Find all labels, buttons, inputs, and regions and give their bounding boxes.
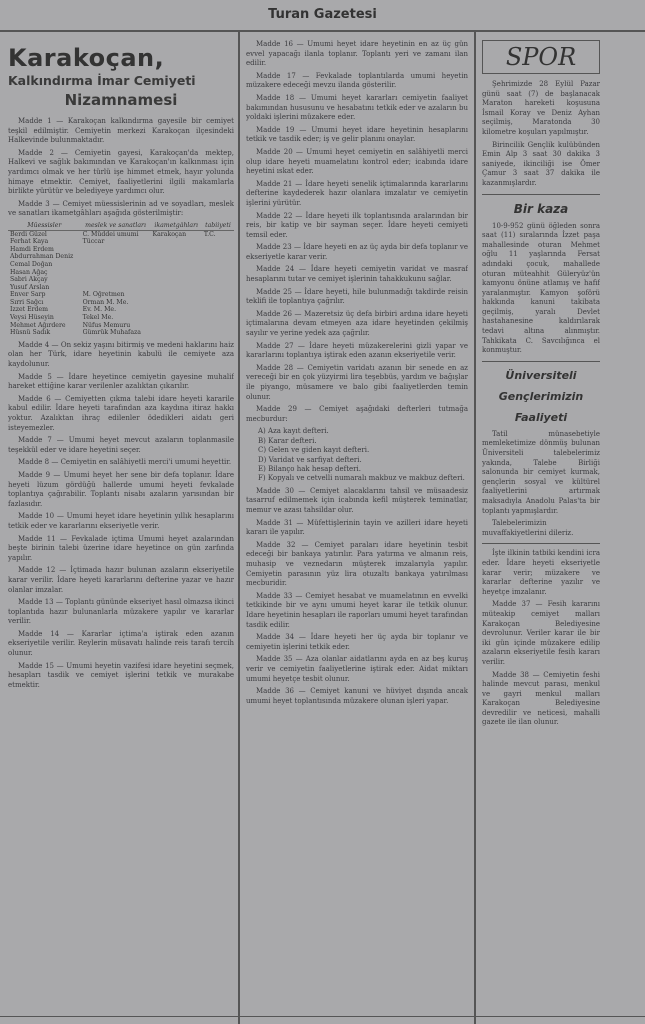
spor-heading: SPOR [482,40,600,74]
table-cell: Berdi Güzel [10,230,47,238]
table-cell: Enver Sarp [10,291,46,299]
left-paras-after [8,341,234,691]
table-cell: Sabri Akçay [10,276,48,284]
article-paragraph: Madde 29 — Cemiyet aşağıdaki defterleri tutmağa mecburdur: [246,405,468,423]
table-cell [202,322,234,330]
table-cell: Abdurrahman Deniz [10,253,74,261]
article-paragraph: Madde 36 — Cemiyet kanuni ve hüviyet dışında ancak umumi heyet toplantısında müzakere olunan işleri yapar. [246,687,468,705]
table-row [8,230,234,238]
article-paragraph: Madde 6 — Cemiyetten çıkma talebi idare heyeti kararile kabul edilir. İdare heyeti tarafından aza kaydına itiraz hakkı yoktur. Azalıktan ihraç edilenler ödedikleri aidatı geri isteyemezler. [8,394,234,432]
kaza-paragraph: 10-9-952 günü öğleden sonra saat (11) sıralarında İzzet paşa mahallesinde oturan Mehmet oğlu 11 yaşlarında Fersat adındaki çocuk, mahallede oturan müteahhit Güleryüz'ün kamyonu önüne atlamış ve hafif yaralanmıştır. Kamyon şoförü hakkında kanuni takibata geçilmiş, yaralı Devlet hastahanesine kaldırılarak tedavi altına alınmıştır. Tahkikata C. Savcılığınca el konmuştur. [482,221,600,355]
table-row [8,253,234,261]
masthead-rule [0,30,645,32]
table-cell [81,246,151,254]
uni-heading-line: Faaliyeti [514,410,568,424]
table-cell [151,253,202,261]
article-paragraph: Madde 20 — Umumi heyet cemiyetin en salâhiyetli merci olup idare heyeti muamelatını kontrol eder; icabında idare heyetini ıskat eder. [246,147,468,176]
table-row [8,269,234,277]
table-cell: M. Öğretmen [82,291,125,299]
table-cell [151,299,202,307]
article-paragraph: Madde 13 — Toplantı gününde ekseriyet hasıl olmazsa ikinci toplantıda hazır bulunanlarla müzakere yapılır ve kararlar verilir. [8,598,234,626]
article-paragraph: Madde 21 — İdare heyeti senelik içtimalarında kararlarını defterine kaydederek hazır olanlara imzalatır ve cemiyetin işlerini yürütür. [246,179,468,207]
article-paragraph: Madde 3 — Cemiyet müessislerinin ad ve soyadları, meslek ve sanatları ikametgâhları aşağıda gösterilmiştir: [8,199,234,218]
table-cell: C. Müddei umumi [82,230,139,238]
table-cell: Tüccar [82,238,105,246]
article-paragraph: Madde 26 — Mazeretsiz üç defa birbiri ardına idare heyeti içtimalarına devam etmeyen aza idare heyetinden çekilmiş sayılır ve yerine yedek aza çağrılır. [246,309,468,338]
section-divider [482,361,600,362]
table-cell [81,284,151,292]
table-cell: Gümrük Muhafaza [82,329,141,337]
list-item: D) Varidat ve sarfiyat defteri. [258,455,362,464]
table-cell: Cemal Doğan [10,260,53,268]
founders-table [8,222,234,337]
table-row [8,238,234,246]
table-cell: Tekel Me. [82,314,114,322]
article-paragraph: Madde 2 — Cemiyetin gayesi, Karakoçan'da mektep, Halkevi ve sağlık bakımından ve Karakoçan'ın kalkınması için yardımcı olmak ve her türlü işe himmet etmek, hayır yolunda himaye etmektir. Cemiyet, faaliyetlerini ilgili makamlarla birlikte yürütür ve belediyeye yardımcı olur. [8,148,234,196]
table-cell: Nüfus Memuru [82,321,131,329]
table-cell [81,261,151,269]
article-title-sub: Kalkındırma İmar Cemiyeti [8,73,196,88]
table-cell: T.C. [203,230,216,238]
newspaper-masthead: Turan Gazetesi [268,7,377,22]
table-cell [202,253,234,261]
article-paragraph: Madde 11 — Fevkalade içtima Umumi heyet azalarından beşte birinin talebi üzerine idare heyetince on gün zarfında yapılır. [8,534,234,562]
table-cell [151,322,202,330]
table-cell [151,238,202,246]
article-continuation: Madde 38 — Cemiyetin feshi halinde mevcut parası, menkul ve gayri menkul malları Karakoçan Belediyesine devredilir ve neticesi, mahalli gazete ile ilan olunur. [482,670,600,727]
table-cell [202,276,234,284]
spor-paragraph: Şehrimizde 28 Eylül Pazar günü saat (7) de başlanacak Maraton hareketi koşusuna İsmail Koray ve Deniz Ayhan seçilmiş, Maratonda 30 kilometre koşuları yapılmıştır. [482,80,600,136]
table-cell [81,253,151,261]
table-cell [151,269,202,277]
table-row [8,322,234,330]
article-paragraph: Madde 18 — Umumi heyet kararları cemiyetin faaliyet bakımından hususunu ve hesabatını tetkik eder ve azaların bu yoldaki işlerini müzakere eder. [246,93,468,122]
table-cell [202,261,234,269]
table-cell [151,276,202,284]
article-paragraph: Madde 22 — İdare heyeti ilk toplantısında aralarından bir reis, bir katip ve bir sayman seçer. İdare heyeti cemiyeti temsil eder. [246,211,468,239]
article-continuation: İşte ilkinin tatbiki kendini icra eder. İdare heyeti ekseriyetle karar verir; müzakere ve kararlar defterine yazılır ve heyetçe imzalanır. [482,549,600,596]
article-title-main: Karakoçan, [8,44,165,72]
kaza-heading: Bir kaza [513,201,569,216]
table-cell [151,291,202,299]
article-continuation: Madde 37 — Fesih kararını müteakip cemiyet malları Karakoçan Belediyesine devrolunur. Veriler karar ile bir iki gün içinde müzakere edilip azaların ekseriyetile fesih kararı verilir. [482,600,600,666]
table-row [8,314,234,322]
table-row [8,276,234,284]
table-header-cell: Müessisler [8,222,81,230]
table-cell [151,314,202,322]
table-cell: Hüsnü Sadık [10,329,51,337]
middle-paras-after [246,487,468,706]
article-paragraph: Madde 12 — İçtimada hazır bulunan azaların ekseriyetile karar verilir. İdare heyeti kararlarını defterine yazar ve hazır olanlar imzalar. [8,566,234,594]
table-cell [202,306,234,314]
table-row [8,299,234,307]
list-item: C) Gelen ve giden kayıt defteri. [258,446,370,455]
table-cell [202,269,234,277]
table-cell [81,269,151,277]
article-paragraph: Madde 5 — İdare heyetince cemiyetin gayesine muhalif hareket ettiğine karar verilenler azalıktan çıkarılır. [8,372,234,391]
table-cell: Ferhat Kaya [10,238,49,246]
article-paragraph: Madde 10 — Umumi heyet idare heyetinin yıllık hesaplarını tetkik eder ve kararlarını ekseriyetle verir. [8,512,234,530]
list-item: A) Aza kayıt defteri. [258,427,329,436]
list-item: F) Kopyalı ve cetvelli numaralı makbuz ve makbuz defteri. [258,474,465,483]
article-paragraph: Madde 1 — Karakoçan kalkındırma gayesile bir cemiyet teşkil edilmiştir. Cemiyetin merkezi Karakoçan ilçesindeki Halkevinde bulunmaktadır. [8,117,234,145]
table-cell: İzzet Erdem [10,306,49,314]
table-cell [202,314,234,322]
article-paragraph: Madde 28 — Cemiyetin varidatı azanın bir senede en az vereceği bir en çok yüzyirmi lira teşebbüs, yardım ve bağışlar ile piyango, müsamere ve balo gibi faaliyetlerden temin olunur. [246,363,468,401]
table-cell [202,299,234,307]
table-cell [151,306,202,314]
table-cell [151,329,202,337]
article-paragraph: Madde 24 — İdare heyeti cemiyetin varidat ve masraf hesaplarını tutar ve cemiyet işlerinin tahakkukunu sağlar. [246,265,468,284]
article-paragraph: Madde 17 — Fevkalade toplantılarda umumi heyetin müzakere edeceği mevzu ilanda gösterilir. [246,71,468,90]
section-divider [482,543,600,544]
article-paragraph: Madde 34 — İdare heyeti her üç ayda bir toplanır ve cemiyetin işlerini tetkik eder. [246,633,468,651]
article-paragraph: Madde 15 — Umumi heyetin vazifesi idare heyetini seçmek, hesapları tasdik ve cemiyet işlerini tetkik ve murakabe etmektir. [8,661,234,689]
table-cell: Hamdi Erdem [10,245,54,253]
table-cell: Hasan Ağaç [10,268,48,276]
table-cell: Sırri Sağcı [10,298,44,306]
article-paragraph: Madde 35 — Aza olanlar aidatlarını ayda en az beş kuruş verir ve cemiyetin faaliyetlerine iştirak eder. Aidat miktarı umumi heyetçe tesbit olunur. [246,655,468,683]
article-paragraph: Madde 19 — Umumi heyet idare heyetinin hesaplarını tetkik ve tasdik eder; iş ve gelir planını onaylar. [246,125,468,144]
table-cell [202,284,234,292]
table-cell: Yusuf Arslan [10,283,50,291]
bottom-rule [0,1016,645,1017]
article-paragraph: Madde 9 — Umumi heyet her sene bir defa toplanır. İdare heyeti lüzum gördüğü hallerde umumi heyeti fevkalade toplantıya çağırabilir. Toplantı nisabı azaların yarısından bir fazlasıdır. [8,470,234,508]
article-paragraph: Madde 7 — Umumi heyet mevcut azaların toplanmasile teşekkül eder ve idare heyetini seçer. [8,436,234,454]
section-divider [482,194,600,195]
list-item: E) Bilanço hak hesap defteri. [258,465,361,473]
table-cell [81,276,151,284]
article-paragraph: Madde 31 — Müfettişlerinin tayin ve azilleri idare heyeti kararı ile yapılır. [246,518,468,537]
table-cell: Veysi Hüseyin [10,314,54,322]
table-cell [151,246,202,254]
uni-paragraph: Talebelerimizin muvaffakiyetlerini dileriz. [482,519,574,537]
table-cell: Ev. M. Me. [82,306,117,314]
column-divider-right [474,32,476,1024]
article-paragraph: Madde 16 — Umumi heyet idare heyetinin en az üç gün evvel yapacağı ilanla toplanır. Toplantı yeri ve zamanı ilan edilir. [246,40,468,68]
article-paragraph: Madde 30 — Cemiyet alacaklarını tahsil ve müsaadesiz tasarruf edilmemek için icabında kefil müşterek teminatlar, memur ve azası tahsildar olur. [246,486,468,514]
table-cell [202,238,234,246]
table-cell [151,261,202,269]
ledger-list [258,427,468,483]
table-header-cell: meslek ve sanatları [81,222,151,230]
table-cell [151,284,202,292]
uni-heading-line: Üniversiteli [505,368,577,382]
table-header-cell: ikametgâhları [151,222,202,230]
article-paragraph: Madde 32 — Cemiyet paraları idare heyetinin tesbit edeceği bir bankaya yatırılır. Para yatırma ve almanın reis, muhasip ve veznedarın müşterek imzalarıyla yapılır. Cemiyetin parasının yüz lira otuzaltı bankaya yatırılması mecburidir. [246,540,468,588]
list-item: B) Karar defteri. [258,436,317,445]
article-paragraph: Madde 33 — Cemiyet hesabat ve muamelatının en evvelki tetkikinde bir ve aynı umumi heyet karar ile tetkik olunur. Idare heyetinin hesapları ile raporları umumi heyet tarafından tasdik edilir. [246,591,468,629]
left-paras-before [8,117,234,219]
table-row [8,306,234,314]
column-divider-left [238,32,240,1024]
right-column [482,40,600,1010]
article-paragraph: Madde 27 — İdare heyeti müzakerelerini gizli yapar ve kararlarını toplantıya iştirak eden azanın ekseriyetile verir. [246,341,468,360]
uni-paragraph: Tatil münasebetiyle memleketimize dönmüş bulunan Üniversiteli talebelerimiz yakında, Talebe Birliği salonunda bir cemiyet kurmak, gençlerin sosyal ve kültürel faaliyetlerini artırmak maksadıyla Anadolu Palas'ta bir toplantı yapmışlardır. [482,429,600,515]
article-title-third: Nizamnamesi [64,91,178,109]
table-cell [202,329,234,337]
table-cell: Mehmet Ağırdere [10,321,66,329]
table-row [8,261,234,269]
article-paragraph: Madde 25 — İdare heyeti, hile bulunmadığı takdirde reisin teklifi ile toplantıya çağrılır. [246,287,468,306]
middle-paras-before [246,40,468,424]
table-cell: Orman M. Me. [82,298,129,306]
middle-column [246,40,468,1010]
table-row [8,246,234,254]
article-paragraph: Madde 8 — Cemiyetin en salâhiyetli merci'i umumi heyettir. [18,458,232,467]
table-header-cell: tabiiyeti [202,222,234,230]
left-column [8,44,234,1014]
table-cell: Karakoçan [152,230,187,238]
article-paragraph: Madde 4 — On sekiz yaşını bitirmiş ve medeni haklarını haiz olan her Türk, idare heyetinin kabulü ile cemiyete aza kaydolunur. [8,340,234,369]
article-paragraph: Madde 14 — Kararlar içtima'a iştirak eden azanın ekseriyetile verilir. Reylerin müsavatı halinde reis tarafı tercih olunur. [8,629,234,658]
table-row [8,291,234,299]
spor-paragraph: Birincilik Gençlik kulübünden Emin Alp 3 saat 30 dakika 3 saniyede, ikinciliği ise Ömer Çamur 3 saat 37 dakika ile kazanmışlardır. [482,140,600,187]
founders-table-header [8,222,234,230]
table-cell [202,291,234,299]
uni-heading-line: Gençlerimizin [498,389,584,403]
table-cell [202,246,234,254]
table-row [8,329,234,337]
article-paragraph: Madde 23 — İdare heyeti en az üç ayda bir defa toplanır ve ekseriyetle karar verir. [246,243,468,261]
table-row [8,284,234,292]
